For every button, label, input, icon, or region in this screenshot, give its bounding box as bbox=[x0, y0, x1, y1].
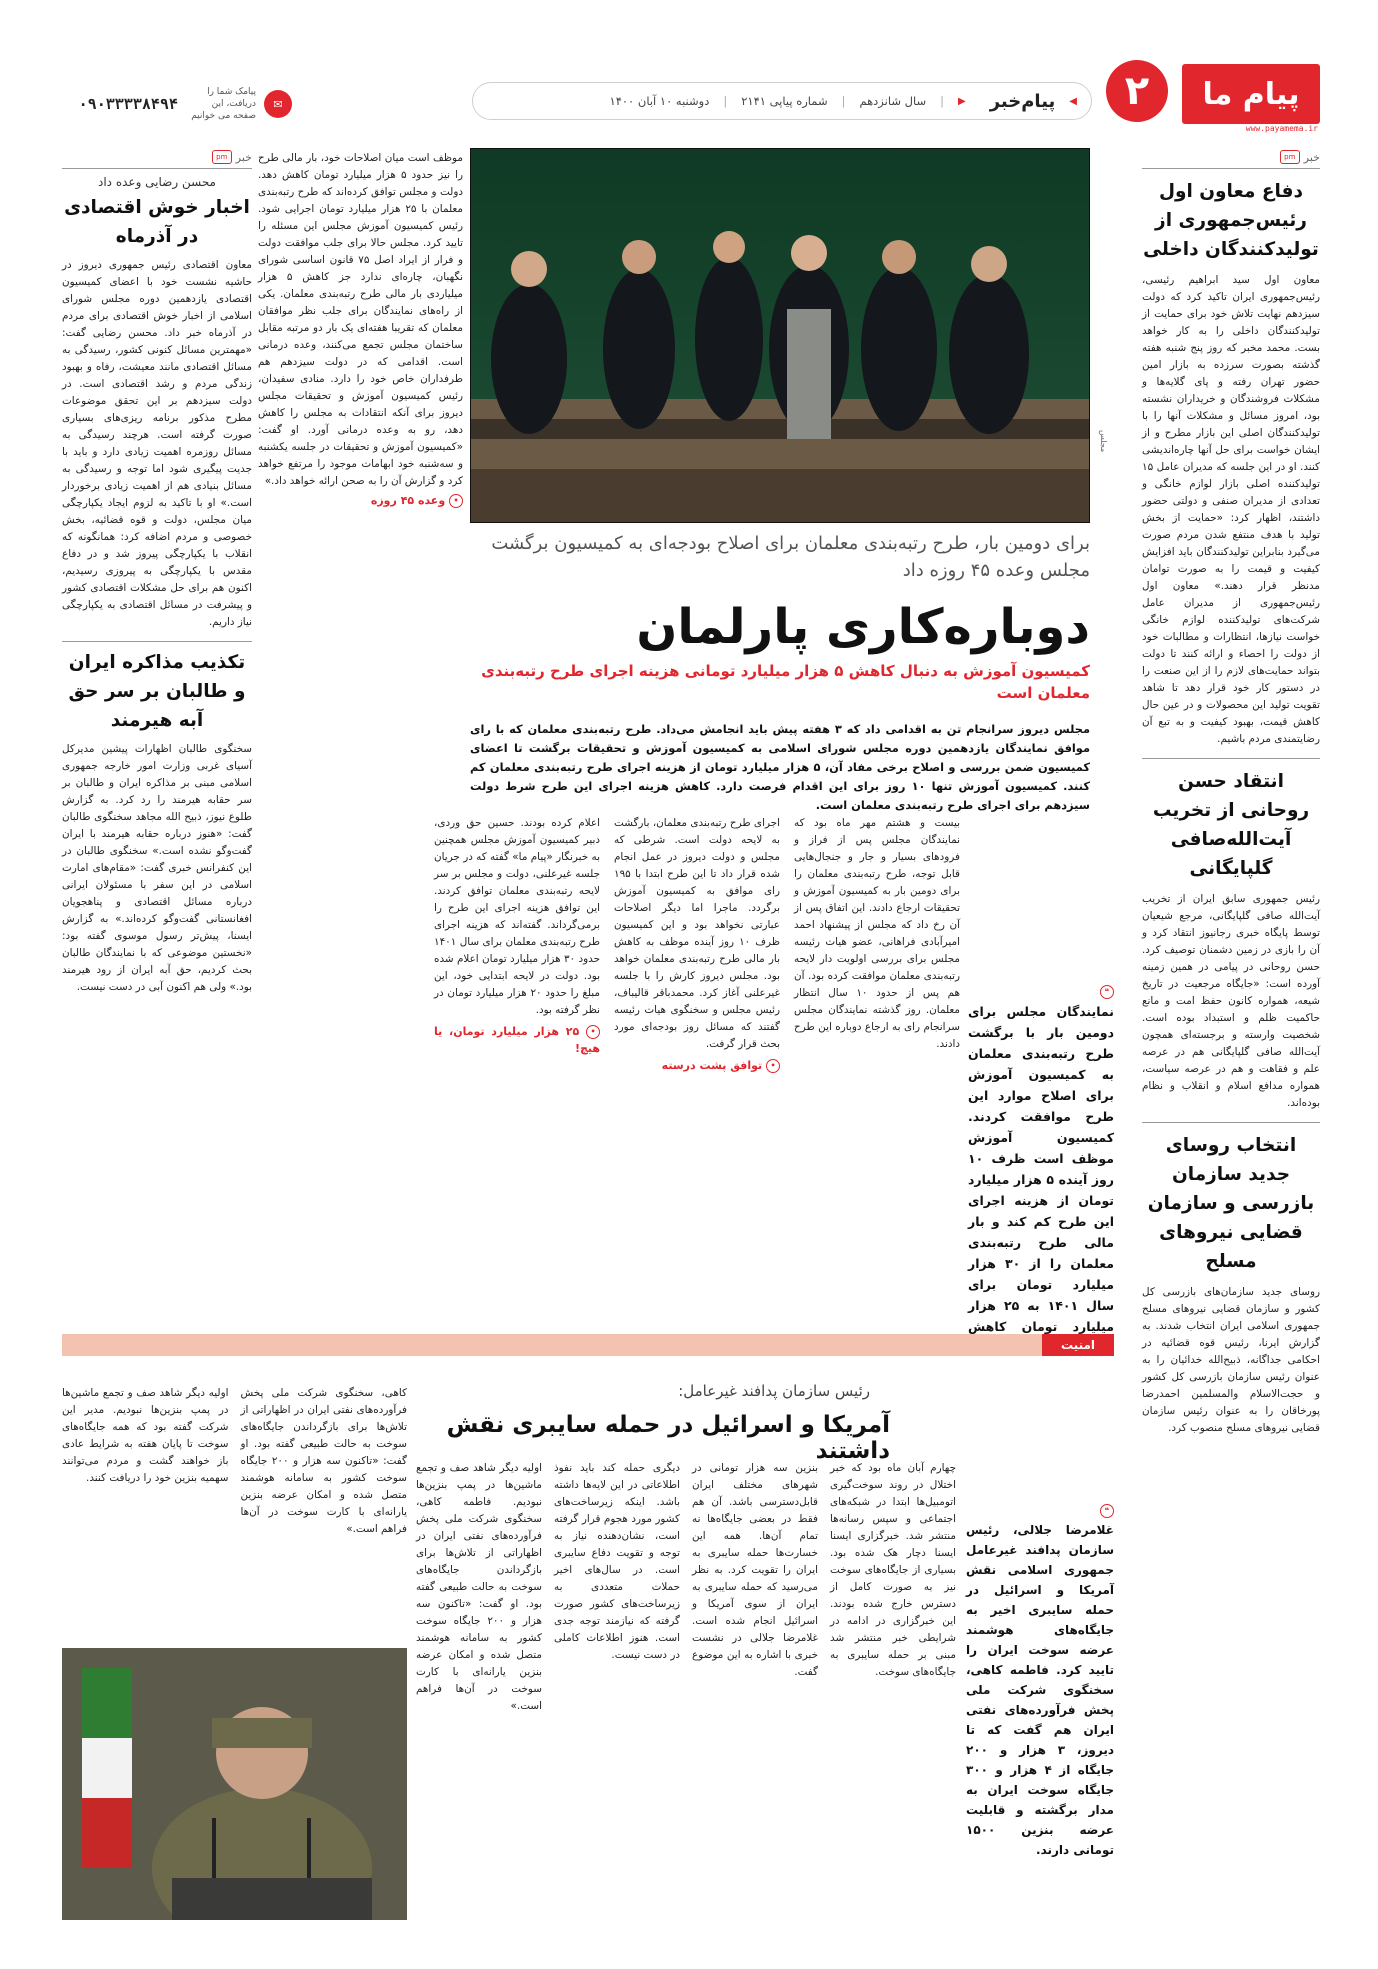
story-title[interactable]: دفاع معاون اول رئیس‌جمهوری از تولیدکنندگان داخلی bbox=[1143, 181, 1319, 260]
news-tag bbox=[62, 150, 252, 164]
story-body: معاون اقتصادی رئیس جمهوری دیروز در حاشیه نشست خود با اعضای کمیسیون اقتصادی یازدهمین دوره مجلس شورای اسلامی از اخبار خوش اقتصادی برای مردم در آذرماه خبر داد. محسن رضایی گفت: «مهمترین مسائل کنونی کشور، رسیدگی به مسائل اقتصادی مانند معیشت، رفاه و بهبود زندگی مردم و رشد اقتصادی است. در دولت سیزدهم بر این تحقق موضوعات مطرح مذکور برنامه ریزی‌های بسیاری صورت گرفته است. هرچند رسیدگی به مسائل روزمره اهمیت زیادی دارد و باید با جدیت پیگیری شود اما توجه و رسیدگی به مسائل بنیادی هم از اهمیت زیادی برخوردار است.» او با تاکید به لزوم ایجاد یکپارچگی میان مجلس، دولت و قوه قضائیه، بخش خصوصی و مردم اضافه کرد: همانگونه که انقلاب با یکپارچگی پیروز شد و در دفاع مقدس با یکپارچگی به پیروزی رسیدیم، اکنون هم برای حل مشکلات اقتصادی کشور و پیشرفت در مسائل اقتصادی به یکپارچگی نیاز داریم. bbox=[62, 259, 252, 628]
masthead bbox=[62, 58, 1320, 133]
story-body: رئیس جمهوری سابق ایران از تخریب آیت‌الله صافی گلپایگانی، مرجع شیعیان توسط پایگاه خبری رجانیوز انتقاد کرد و آن را بازی در زمین دشمنان توصیف کرد. حسن روحانی در پیامی در همین زمینه آورده است: «جایگاه مرجعیت در تاریخ شیعه، همواره کانون حفظ امت و مانع حاکمیت ظلم و استبداد بوده است. شخصیت وارسته و برجسته‌ای همچون آیت‌الله صافی گلپایگانی هم در عرصه علم و فقاهت و هم در عرصه سیاست، همواره مدافع اسلام و انقلاب و نظام بوده‌اند. bbox=[1142, 893, 1320, 1109]
continuation-text: موظف است میان اصلاحات خود، بار مالی طرح را نیز حدود ۵ هزار میلیارد تومان کاهش دهد. دولت و مجلس توافق کرده‌اند که طرح رتبه‌بندی معلمان با ۲۵ هزار میلیارد تومان اجرایی شود. رئیس کمیسیون آموزش مجلس این مسئله را تایید کرد. مجلس حالا برای جلب موافقت دولت و فرار از ایراد اصل ۷۵ قانون اساسی شورای نگهبان، چاره‌ای ندارد جز کاهش ۵ هزار میلیاردی بار مالی طرح رتبه‌بندی معلمان. یکی از راه‌های نمایندگان برای جلب نظر موافقان معلمان که تقریبا هفته‌ای یک بار دو مرتبه مقابل ساختمان مجلس تجمع می‌کنند، وعده درمانی است. اقدامی که در دولت سیزدهم هم طرفداران خاص خود را دارد. منادی سفیدان، رئیس کمیسیون آموزش و تحقیقات مجلس دیروز برای آنکه انتقادات به مجلس را کاهش دهد، رو به وعده درمانی آورد. او گفت: «کمیسیون آموزش و تحقیقات در جلسه یکشنبه و سه‌شنبه خود ابهامات موجود را مرتفع خواهد کرد و گزارش آن را به صحن ارائه خواهد داد.» bbox=[258, 152, 463, 487]
divider: | bbox=[723, 94, 728, 108]
article-column: اجرای طرح رتبه‌بندی معلمان، بارگشت به لایحه دولت است. شرطی که مجلس و دولت دیروز در عمل انجام شده قرار داد تا این طرح ابتدا با ۱۹۵ رای موافق به کمیسیون آموزش برگردد. ماجرا اما دیگر اصلاحات عبارتی نخواهد بود و این کمیسیون ظرف ۱۰ روز آینده موظف به کاهش بار مالی طرح رتبه‌بندی معلمان خواهد بود. مجلس دیروز کارش را با جلسه غیرعلنی آغاز کرد. محمدباقر قالیباف، رئیس مجلس و سخنگوی هیات رئیسه گفتند که مسائل روز بودجه‌ای مورد بحث قرار گرفت. • توافق پشت درسته bbox=[614, 817, 780, 1072]
subhead: • وعده ۴۵ روزه bbox=[258, 494, 463, 508]
bullet-icon: • bbox=[766, 1059, 780, 1073]
photo-credit: مجلس bbox=[1099, 430, 1108, 453]
news-badge-icon: pm bbox=[212, 150, 232, 164]
security-lead: ❝ غلامرضا جلالی، رئیس سازمان پدافند غیرعامل جمهوری اسلامی نقش آمریکا و اسرائیل در حمله سایبری اخیر به جایگاه‌های هوشمند عرضه سوخت ایران را تایید کرد. فاطمه کاهی، سخنگوی شرکت ملی پخش فرآورده‌های نفتی ایران هم گفت که تا دیروز، ۳ هزار و ۲۰۰ جایگاه از ۴ هزار و ۳۰۰ جایگاه سوخت ایران به مدار برگشته و قابلیت عرضه بنزین ۱۵۰۰ تومانی دارند. bbox=[966, 1505, 1114, 1857]
security-column: اولیه دیگر شاهد صف و تجمع ماشین‌ها در پمپ بنزین‌ها نبودیم. فاطمه کاهی، سخنگوی شرکت ملی پخش فرآورده‌های نفتی ایران در اظهاراتی از تلاش‌ها برای بازگرداندن جایگاه‌های سوخت به حالت طبیعی گفته بود. او گفت: «تاکنون سه هزار و ۲۰۰ جایگاه سوخت کشور به سامانه هوشمند متصل شده و امکان عرضه بنزین یارانه‌ای با کارت سوخت در آن‌ها فراهم است.» bbox=[416, 1462, 542, 1712]
article-continuation-column bbox=[258, 150, 463, 1325]
logo-site: www.payamema.ir bbox=[1245, 124, 1318, 133]
divider: | bbox=[940, 94, 945, 108]
sms-icon: ✉ bbox=[264, 90, 292, 118]
issue-number: شماره پیاپی ۲۱۴۱ bbox=[741, 94, 828, 108]
news-tag bbox=[1142, 150, 1320, 164]
sms-number[interactable]: ۰۹۰۳۳۳۳۸۴۹۴ bbox=[78, 95, 178, 113]
security-columns bbox=[416, 1460, 956, 1920]
story-rouhani bbox=[1142, 767, 1320, 1112]
story-title[interactable]: تکذیب مذاکره ایران و طالبان بر سر حق آبه هیرمند bbox=[68, 652, 246, 731]
lead-block bbox=[470, 530, 1090, 815]
news-badge-icon: pm bbox=[1280, 150, 1300, 164]
security-column: بنزین سه هزار تومانی در شهرهای مختلف ایران قابل‌دسترسی باشد. آن هم فقط در بعضی جایگاه‌ها نه تمام آن‌ها. همه این خسارت‌ها حمله سایبری به ایران را تقویت کرد. به نظر می‌رسید که حمله سایبری به ایران از سوی آمریکا و اسرائیل انجام شده است. غلامرضا جلالی در نشست خبری با اشاره به این موضوع گفت. bbox=[692, 1462, 818, 1678]
parliament-photo bbox=[470, 148, 1090, 523]
story-title[interactable]: انتقاد حسن روحانی از تخریب آیت‌الله‌صافی گلپایگانی bbox=[1152, 771, 1310, 879]
article-subtitle: کمیسیون آموزش به دنبال کاهش ۵ هزار میلیارد تومانی هزینه اجرای طرح رتبه‌بندی معلمان است bbox=[481, 662, 1090, 702]
article-column: اعلام کرده بودند. حسین حق وردی، دبیر کمیسیون آموزش مجلس همچنین به خبرنگار «پیام ما» گفته که در جریان جلسه غیرعلنی، دولت و مجلس بر سر لایحه رتبه‌بندی معلمان توافق کردند. این توافق هزینه اجرای این طرح را برمی‌گرداند. گفته‌اند که هزینه اجرای طرح رتبه‌بندی معلمان برای سال ۱۴۰۱ حدود ۳۰ هزار میلیارد تومان اعلام شده بود. دولت در لایحه ابتدایی خود، این مبلغ را حدود ۲۰ هزار میلیارد تومان در نظر گرفته بود. • ۲۵ هزار میلیارد تومان، یا هیچ! bbox=[434, 817, 601, 1055]
sms-box bbox=[62, 88, 292, 120]
section-bar-security bbox=[62, 1334, 1114, 1356]
article-columns bbox=[434, 815, 960, 1320]
security-kicker: رئیس سازمان پدافند غیرعامل: bbox=[678, 1382, 870, 1400]
security-column: دیگری حمله کند باید نفوذ اطلاعاتی در این لایه‌ها داشته باشد. اینکه زیرساخت‌های کشور مورد هجوم قرار گرفته است، نشان‌دهنده نیاز به توجه و تقویت دفاع سایبری است. در سال‌های اخیر حملات متعددی به زیرساخت‌های کشور صورت گرفته که نیازمند توجه جدی است. هنوز اطلاعات کاملی در دست نیست. bbox=[554, 1462, 680, 1661]
newspaper-logo[interactable]: پیام ما bbox=[1182, 64, 1320, 124]
triangle-right-icon: ▶ bbox=[958, 95, 966, 107]
news-tag-label: خبر bbox=[1303, 150, 1320, 164]
left-column bbox=[62, 150, 252, 1300]
jalali-photo-art bbox=[62, 1648, 407, 1920]
article-column: بیست و هشتم مهر ماه بود که نمایندگان مجلس پس از فراز و فرودهای بسیار و جار و جنجال‌هایی قابل توجه، طرح رتبه‌بندی معلمان را برای دومین بار به کمیسیون آموزش و تحقیقات ارجاع دادند. این اتفاق پس از آن رخ داد که مجلس از پیشنهاد احمد امیرآبادی فراهانی، عضو هیات رئیسه مجلس برای بررسی اولویت دار لایحه رتبه‌بندی معلمان موافقت کرده بود. آن هم پس از حدود ۱۰ سال انتظار معلمان. روز گذشته نمایندگان مجلس سرانجام رای به ارجاع دوباره این طرح دادند. bbox=[794, 817, 961, 1050]
parliament-photo-art bbox=[470, 149, 1089, 523]
right-column bbox=[1142, 150, 1320, 1920]
quote-icon: ❝ bbox=[1100, 985, 1114, 999]
story-kicker: محسن رضایی وعده داد bbox=[97, 175, 216, 189]
story-first-vp bbox=[1142, 177, 1320, 748]
divider: | bbox=[841, 94, 846, 108]
quote-icon: ❝ bbox=[1100, 1504, 1114, 1518]
news-tag-label: خبر bbox=[235, 150, 252, 164]
jalali-photo bbox=[62, 1648, 407, 1920]
story-title[interactable]: اخبار خوش اقتصادی در آذرماه bbox=[64, 197, 250, 247]
story-title[interactable]: انتخاب روسای جدید سازمان بازرسی و سازمان قضایی نیروهای مسلح bbox=[1147, 1135, 1315, 1272]
article-lead: مجلس دیروز سرانجام تن به اقدامی داد که ۳ هفته پیش باید انجامش می‌داد. طرح رتبه‌بندی معلمان که با رای موافق نمایندگان یازدهمین دوره مجلس شورای اسلامی به کمیسیون آموزش و تحقیقات برگشت تا اعضای کمیسیون ضمن بررسی و اصلاح برخی مفاد آن، ۵ هزار میلیارد تومان از هزینه اجرای طرح رتبه‌بندی معلمان کم کنند. کمیسیون آموزش تنها ۱۰ روز برای این اقدام فرصت دارد. کاهش هزینه اجرای این طرح شرط دولت سیزدهم برای اجرای طرح رتبه‌بندی معلمان است. bbox=[470, 722, 1090, 812]
sms-label: پیامک شما را دریافت، این صفحه می خوانیم bbox=[191, 87, 256, 121]
section-label: امنیت bbox=[1042, 1334, 1114, 1356]
issue-date: دوشنبه ۱۰ آبان ۱۴۰۰ bbox=[609, 94, 710, 108]
story-new-heads bbox=[1142, 1131, 1320, 1437]
security-column: چهارم آبان ماه بود که خبر اختلال در روند سوخت‌گیری اتومبیل‌ها ابتدا در شبکه‌های اجتماعی و سپس رسانه‌ها منتشر شد. خبرگزاری ایسنا ایسنا دچار هک شده بود. بسیاری از جایگاه‌های سوخت نیز به صورت کامل از دسترس خارج شده بودند. این خبرگزاری در ادامه در شرایطی خبر منتشر شد مبنی بر حمله سایبری به جایگاه‌های سوخت. bbox=[830, 1462, 956, 1678]
security-column: اولیه دیگر شاهد صف و تجمع ماشین‌ها در پمپ بنزین‌ها نبودیم. مدیر این شرکت گفته بود که همه جایگاه‌های سوخت تا پایان هفته به شرایط عادی باز خواهند گشت و مردم می‌توانند سهمیه بنزین خود را دریافت کنند. bbox=[62, 1387, 229, 1484]
security-title[interactable]: آمریکا و اسرائیل در حمله سایبری نقش داشتند bbox=[446, 1412, 890, 1464]
year-label: سال شانزدهم bbox=[859, 94, 927, 108]
issue-info-bar bbox=[472, 82, 1092, 120]
security-column: کاهی، سخنگوی شرکت ملی پخش فرآورده‌های نفتی ایران در اظهاراتی از تلاش‌ها برای بازگرداندن جایگاه‌های سوخت به حالت طبیعی گفته بود. او گفت: «تاکنون سه هزار و ۲۰۰ جایگاه سوخت کشور به سامانه هوشمند متصل شده و امکان عرضه بنزین یارانه‌ای با کارت سوخت در آن‌ها فراهم است.» bbox=[240, 1387, 407, 1535]
pull-quote-text: نمایندگان مجلس برای دومین بار با برگشت طرح رتبه‌بندی معلمان به کمیسیون آموزش برای اصلاح موارد این طرح موافقت کردند. کمیسیون آموزش موظف است ظرف ۱۰ روز آینده ۵ هزار میلیارد تومان از هزینه اجرای این طرح کم کند و بار مالی طرح رتبه‌بندی معلمان را از ۳۰ هزار میلیارد تومان برای سال ۱۴۰۱ به ۲۵ هزار میلیارد تومان کاهش bbox=[968, 1004, 1115, 1334]
article-kicker: برای دومین بار، طرح رتبه‌بندی معلمان برای اصلاح بودجه‌ای به کمیسیون برگشت مجلس وعده ۴۵ روزه داد bbox=[491, 533, 1090, 581]
section-name: پیام‌خبر bbox=[989, 90, 1056, 112]
bullet-icon: • bbox=[586, 1025, 600, 1039]
page-number: ۲ bbox=[1106, 60, 1168, 122]
article-title[interactable]: دوباره‌کاری پارلمان bbox=[636, 599, 1090, 655]
story-body: سخنگوی طالبان اظهارات پیشین مدیرکل آسیای غربی وزارت امور خارجه جمهوری اسلامی مبنی بر مذاکره ایران و طالبان بر سر حقابه هیرمند را رد کرد. به گزارش طلوع نیوز، ذبیح الله مجاهد سخنگوی طالبان گفت: «هنوز درباره حقابه هیرمند با ایران گفت‌وگو نشده است.» سخنگوی طالبان در این کنفرانس خبری گفت: «مقام‌های امارت اسلامی در این سفر با مسئولان ایرانی درباره مسائل اقتصادی و پناهجویان افغانستانی گفت‌وگو کرده‌اند.» به گزارش ایسنا، پیش‌تر رسول موسوی گفته بود: «نخستین موضوعی که با نمایندگان طالبان بحث کردیم، حق آبه ایران از رود هیرمند بود.» ولی هم اکنون آبی در دست نیست. bbox=[62, 743, 252, 993]
subhead: • ۲۵ هزار میلیارد تومان، یا هیچ! bbox=[434, 1025, 600, 1055]
triangle-left-icon: ◀ bbox=[1069, 95, 1077, 107]
subhead: • توافق پشت درسته bbox=[614, 1057, 780, 1074]
security-left-columns bbox=[62, 1385, 407, 1640]
story-body: معاون اول سید ابراهیم رئیسی، رئیس‌جمهوری ایران تاکید کرد که دولت سیزدهم نهایت تلاش خود برای حمایت از تولیدکنندگان داخلی را به کار خواهد بست. محمد مخبر که روز پنج شنبه هفته گذشته بصورت سرزده به بازار امین حضور تهران رفته و پای گلایه‌ها و مشکلات فروشندگان و خریداران نشسته بود، امروز مسائل و مشکلات آنها را با تولیدکنندگان اصلی این بازار مطرح و از ایشان خواست برای حل آنها چاره‌اندیشی کنند. او در این جلسه که مدیران عامل ۱۵ تولیدکننده اصلی بازار لوازم خانگی و تعدادی از مدیران صنفی و دولتی حضور داشتند، اظهار کرد: «حمایت از بخش تولید با هدف منتفع شدن مردم صورت می‌گیرد بنابراین تولیدکنندگان باید افزایش کیفیت و قیمت را به صورت توامان مدنظر قرار دهند.» معاون اول رئیس‌جمهوری از مدیران عامل شرکت‌های تولیدکننده لوازم خانگی خواست نیازها، انتظارات و مطالبات خود از دولت را احصاء و ارائه کنند تا دولت بتواند حمایت‌های لازم را از این صنعت را در دستور کار خود قرار دهد تا شاهد تقویت تولید این محصولات و در عین حال کاهش قیمت، بهبود کیفیت و به تبع آن رضایتمندی مردم باشیم. bbox=[1142, 274, 1320, 745]
bullet-icon: • bbox=[449, 494, 463, 508]
story-body: روسای جدید سازمان‌های بازرسی کل کشور و سازمان قضایی نیروهای مسلح جمهوری اسلامی ایران انتخاب شدند. به گزارش ایرنا، رئیس قوه قضائیه در احکامی جداگانه، ذبیح‌الله خدائیان را به عنوان رئیس سازمان بازرسی کل کشور و حجت‌الاسلام والمسلمین احمدرضا پورخاقان را به عنوان رئیس سازمان قضایی نیروهای مسلح منصوب کرد. bbox=[1142, 1286, 1320, 1434]
pull-quote bbox=[968, 980, 1114, 1358]
